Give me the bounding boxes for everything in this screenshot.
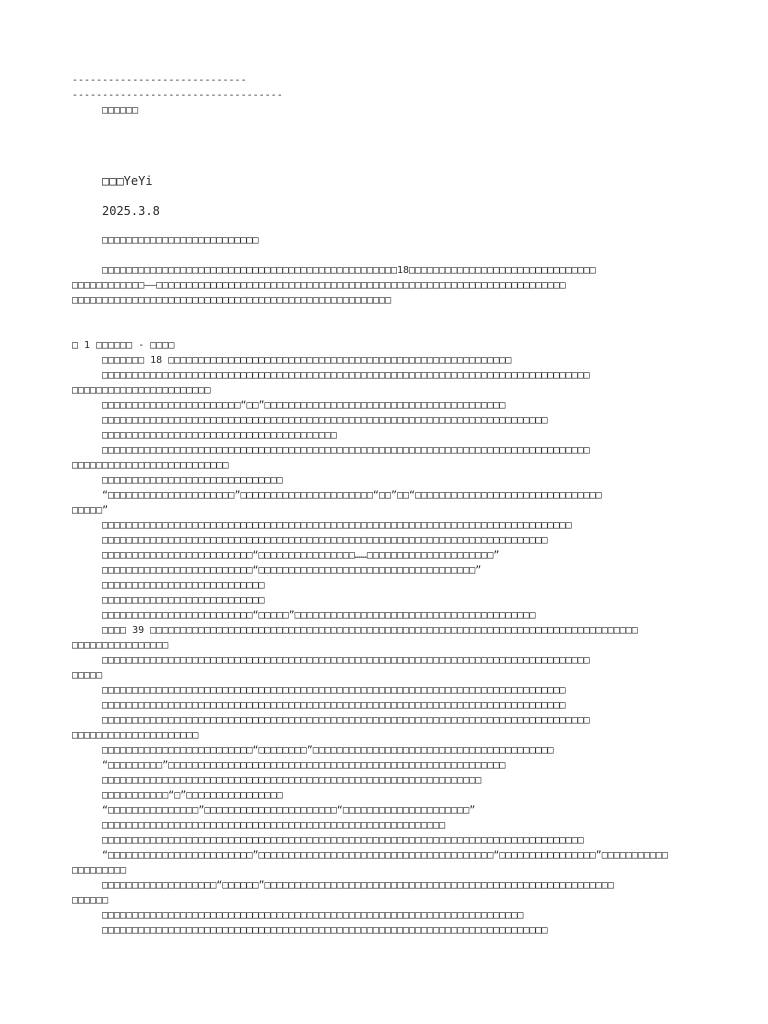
body-line: □□□□□□□□□□□□□□□□□□□□□□□□□□□□□□□□□□□□□□□□□□□□□□□□□□□□□□□□□□□□□□□	[102, 775, 482, 786]
author-line: □□□YeYi	[102, 174, 153, 188]
spacer	[72, 118, 707, 173]
body-line: □□□□□□□□□□□□□□□□□□□□□□□□□□□□□□□□□□□□□□□□□□□□□□□□□□□□□□□□□□□□□□□□□□□□□□□□□□	[102, 535, 548, 546]
body-line: “□□□□□□□□□”□□□□□□□□□□□□□□□□□□□□□□□□□□□□□□□□□□□□□□□□□□□□□□□□□□□□□□□□	[102, 760, 506, 771]
body-line: □□□□□□□□□□□□□□□□□□□□□□□“□□”□□□□□□□□□□□□□□□□□□□□□□□□□□□□□□□□□□□□□□□□	[102, 400, 506, 411]
body-line: “□□□□□□□□□□□□□□□□□□□□□”□□□□□□□□□□□□□□□□□□□□□□“□□”□□“□□□□□□□□□□□□□□□□□□□□□□□□□□□□□□□	[102, 490, 602, 501]
body-line: □□□□□□□□□□□□□□□□□□□□□□□□□□□□□□□□□□□□□□□	[102, 430, 337, 441]
separator-rule: -----------------------------------	[72, 90, 283, 101]
body-line: □□□□□”	[72, 505, 109, 516]
body-line: □□□□□□□□□□□□□□□□	[72, 640, 169, 651]
body-line: □□□□□□□□□□□□□□□□□□□□□□□□□“□□□□□□□□□□□□□□□□□□□□□□□□□□□□□□□□□□□□”	[102, 565, 482, 576]
body-line: □□□□□□□□□□□□□□□□□□□□□□□□□□□	[102, 595, 265, 606]
body-line: “□□□□□□□□□□□□□□□”□□□□□□□□□□□□□□□□□□□□□□“□□□□□□□□□□□□□□□□□□□□□”	[102, 805, 476, 816]
body-line: □□□□□□□□□□□□□□□□□□□□□□□□□“□□□□□”□□□□□□□□□□□□□□□□□□□□□□□□□□□□□□□□□□□□□□□□	[102, 610, 536, 621]
body-line: □□□□□□□□□□□□□□□□□□□□□□□□□□□□□□□□□□□□□□□□□□□□□□□□□□□□□□□□□□□□□□□□□□□□□□□□□□	[102, 415, 548, 426]
body-line: □□□□□□□□□□□□□□□□□□□□□□□□□□□□□□□□□□□□□□□□□□□□□□□□□□□□□□□□□□□□□□□□□□□□□□	[102, 910, 524, 921]
body-line: □□□□□□□□□□□“□”□□□□□□□□□□□□□□□□	[102, 790, 283, 801]
body-line: □□□□□□□□□□□□□□□□□□□□□□□□□□□□□□□□□□□□□□□□□□□□□□□□□□□□□□□□□□□□□□□□□□□□□□□□□□□□□□□□□	[102, 370, 590, 381]
document-page	[72, 73, 707, 938]
body-line: □□□□□□□□□□□□□□□□□□□□□□□	[72, 385, 211, 396]
body-line: □□□□□□□□□□□□□□□□□□□□□□□□□□□□□□□□□□□□□□□□□□□□□□□□□□□□□□□□□	[102, 820, 446, 831]
body-line: □□□□□□□□□□□□□□□□□□□□□□□□□□□□□□□□□□□□□□□□□□□□□□□□□□□□□□□□□□□□□□□□□□□□□□□□□□□□□	[102, 700, 566, 711]
body-line: □□□□□□□□□□□□□□□□□□□□□□□□□□□□□□□□□□□□□□□□□□□□□□□□□□□□□□□□□□□□□□□□□□□□□□□□□□□□□□□□□	[102, 445, 590, 456]
body-line: □□□□□□□□□□□□□□□□□□□□□□□□□□□□□□□□□□□□□□□□□□□□□□□□□□□□□□□□□□□□□□□□□□□□□□□□□□□□□□□□□	[102, 655, 590, 666]
chapter-heading: □ 1 □□□□□□ - □□□□	[72, 340, 175, 351]
body-line: □□□□□□□□□□□□□□□□□□□□□□□□□□□	[102, 580, 265, 591]
body-line: □□□□□□□□□□□□□□□□□□□□□□□□□“□□□□□□□□□□□□□□□□……□□□□□□□□□□□□□□□□□□□□□”	[102, 550, 500, 561]
intro-line: □□□□□□□□□□□□□□□□□□□□□□□□□□	[102, 235, 259, 246]
paragraph-line: □□□□□□□□□□□□□□□□□□□□□□□□□□□□□□□□□□□□□□□□□□□□□□□□□□□□□	[72, 295, 392, 306]
chapter-body	[72, 353, 707, 938]
body-line: □□□□□□□□□□□□□□□□□□□“□□□□□□”□□□□□□□□□□□□□□□□□□□□□□□□□□□□□□□□□□□□□□□□□□□□□□□□□□□□□□□□□□	[102, 880, 614, 891]
body-line: □□□□□□□□□□□□□□□□□□□□□□□□□“□□□□□□□□”□□□□□□□□□□□□□□□□□□□□□□□□□□□□□□□□□□□□□□□□	[102, 745, 554, 756]
header-label: □□□□□□	[102, 105, 139, 116]
body-line: “□□□□□□□□□□□□□□□□□□□□□□□□”□□□□□□□□□□□□□□□□□□□□□□□□□□□□□□□□□□□□□□□“□□□□□□□□□□□□□□□□”□□□□□□□□□□□	[102, 850, 668, 861]
intro-paragraph	[72, 263, 707, 308]
date-line: 2025.3.8	[102, 204, 160, 218]
body-line: □□□□□□□□□□□□□□□□□□□□□	[72, 730, 199, 741]
paragraph-line: □□□□□□□□□□□□□□□□□□□□□□□□□□□□□□□□□□□□□□□□□□□□□□□□□18□□□□□□□□□□□□□□□□□□□□□□□□□□□□□□□	[102, 265, 596, 276]
body-line: □□□□□□□□□□□□□□□□□□□□□□□□□□□□□□□□□□□□□□□□□□□□□□□□□□□□□□□□□□□□□□□□□□□□□□□□□□	[102, 925, 548, 936]
body-line: □□□□□□□□□□□□□□□□□□□□□□□□□□□□□□□□□□□□□□□□□□□□□□□□□□□□□□□□□□□□□□□□□□□□□□□□□□□□□	[102, 685, 566, 696]
body-line: □□□□□□□□□	[72, 865, 127, 876]
body-line: □□□□□□	[72, 895, 109, 906]
body-line: □□□□□□□ 18 □□□□□□□□□□□□□□□□□□□□□□□□□□□□□□□□□□□□□□□□□□□□□□□□□□□□□□□□□	[102, 355, 512, 366]
separator-rule: -----------------------------	[72, 75, 247, 86]
body-line: □□□□□□□□□□□□□□□□□□□□□□□□□□□□□□□□□□□□□□□□□□□□□□□□□□□□□□□□□□□□□□□□□□□□□□□□□□□□□□□□□	[102, 715, 590, 726]
body-line: □□□□□□□□□□□□□□□□□□□□□□□□□□□□□□	[102, 475, 283, 486]
body-line: □□□□□	[72, 670, 103, 681]
body-line: □□□□ 39 □□□□□□□□□□□□□□□□□□□□□□□□□□□□□□□□□□□□□□□□□□□□□□□□□□□□□□□□□□□□□□□□□□□□□□□□□□□□□□□□□	[102, 625, 638, 636]
body-line: □□□□□□□□□□□□□□□□□□□□□□□□□□□□□□□□□□□□□□□□□□□□□□□□□□□□□□□□□□□□□□□□□□□□□□□□□□□□□□□□	[102, 835, 584, 846]
body-line: □□□□□□□□□□□□□□□□□□□□□□□□□□□□□□□□□□□□□□□□□□□□□□□□□□□□□□□□□□□□□□□□□□□□□□□□□□□□□□	[102, 520, 572, 531]
paragraph-line: □□□□□□□□□□□□——□□□□□□□□□□□□□□□□□□□□□□□□□□□□□□□□□□□□□□□□□□□□□□□□□□□□□□□□□□□□□□□□□□□□	[72, 280, 566, 291]
body-line: □□□□□□□□□□□□□□□□□□□□□□□□□□	[72, 460, 229, 471]
